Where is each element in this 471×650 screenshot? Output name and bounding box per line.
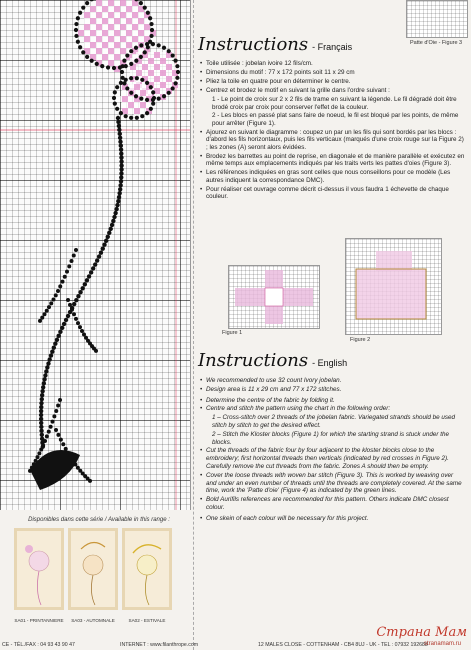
english-lang-label: - English bbox=[312, 358, 348, 368]
figure-2-pattern bbox=[346, 239, 441, 334]
thumb-label-estivale: SA02 - ESTIVALE bbox=[128, 618, 166, 623]
figure-1-pattern bbox=[229, 266, 319, 328]
en-line-5: • Cut the threads of the fabric four by four adjacent to the kloster blocks close to the embroidery; first horizontal threads then verticals (indicated by red crosses in Figure 2). Carefully remove the cut threads from the fabric. Zones A should then be empty. bbox=[200, 447, 462, 470]
thumb-label-printanniere: SA01 - PRINTANNIERE bbox=[14, 618, 64, 623]
figure-2-caption: Figure 2 bbox=[350, 337, 371, 343]
range-title: Disponibles dans cette série / Available in this range : bbox=[28, 517, 170, 523]
en-sub-1: 1 – Cross-stitch over 2 threads of the jobelan fabric. Variegated strands should be used stitch by stitch to get the desired effect. bbox=[212, 414, 456, 429]
en-line-2: • Design area is 11 x 29 cm and 77 x 172 stitches. bbox=[200, 386, 462, 394]
thumb-estivale[interactable] bbox=[122, 528, 172, 610]
fr-bullet-2: • Dimensions du motif : 77 x 172 points soit 11 x 29 cm bbox=[200, 69, 465, 77]
footer-phone: CE - TÉL./FAX : 04 93 43 90 47 bbox=[2, 642, 75, 648]
thumb-printanniere[interactable] bbox=[14, 528, 64, 610]
french-heading-text: Instructions bbox=[198, 34, 309, 55]
thumb-label-automnale: SA03 - AUTOMNALE bbox=[71, 618, 115, 623]
en-line-6: • Cover the loose threads with woven bar stitch (Figure 3). This is worked by weaving over and under an even number of threads until the threads are completely covered. At the same time, work the 'Patte d'oie' (Figure 4) as indicated by the green lines. bbox=[200, 472, 462, 495]
column-divider bbox=[193, 0, 195, 650]
french-instructions bbox=[200, 60, 465, 202]
english-instructions bbox=[200, 377, 462, 524]
thumb-printanniere-art bbox=[17, 531, 61, 607]
thumb-automnale[interactable] bbox=[68, 528, 118, 610]
thumb-estivale-art bbox=[125, 531, 169, 607]
english-heading bbox=[198, 350, 347, 371]
fr-bullet-3: • Pliez la toile en quatre pour en déterminer le centre. bbox=[200, 78, 465, 86]
figure-1-caption: Figure 1 bbox=[222, 330, 243, 336]
en-line-1: • We recommended to use 32 count Ivory jobelan. bbox=[200, 377, 462, 385]
fr-sub-1: 1 - Le point de croix sur 2 x 2 fils de trame en suivant la légende. Le fil dégradé doit être brodé croix par croix pour conserver l'effet de la couleur. bbox=[212, 95, 457, 111]
cross-stitch-chart bbox=[0, 0, 191, 510]
french-lang-label: - Français bbox=[312, 42, 353, 52]
watermark-brand: Страна Мам bbox=[376, 625, 467, 640]
en-line-7: • Bold Aurifils references are recommended for this pattern. Others indicate DMC closest colour. bbox=[200, 496, 462, 512]
figure-3-diagram bbox=[406, 0, 468, 38]
fr-bullet-5: • Ajourez en suivant le diagramme : coupez un par un les fils qui sont bordés par les blocs : d'abord les fils horizontaux, puis les fils verticaux (marqués d'une croix rouge sur la Figure 2) ; les zones (A) seront alors évidées. bbox=[200, 129, 465, 152]
en-line-8: • One skein of each colour will be necessary for this project. bbox=[200, 515, 462, 523]
thumb-automnale-art bbox=[71, 531, 115, 607]
figure-2-diagram bbox=[345, 238, 442, 335]
french-heading bbox=[198, 34, 352, 55]
english-heading-text: Instructions bbox=[198, 350, 309, 371]
en-line-4: • Centre and stitch the pattern using the chart in the following order: bbox=[200, 405, 462, 413]
footer-address: 12 MALES CLOSE - COTTENHAM - CB4 8UJ - UK - TEL : 07932 192688 bbox=[258, 642, 428, 648]
fr-bullet-4: • Centrez et brodez le motif en suivant la grille dans l'ordre suivant : bbox=[200, 87, 465, 95]
fr-bullet-1: • Toile utilisée : jobelan ivoire 12 fils/cm. bbox=[200, 60, 465, 68]
fr-bullet-7: • Les références indiquées en gras sont celles que nous conseillons pour ce modèle (Les autres indiquent la correspondance DMC). bbox=[200, 169, 465, 184]
fr-bullet-6: • Brodez les barrettes au point de reprise, en diagonale et de manière parallèle et exécutez en même temps aux emplacements indiqués par les traits verts les pattes d'oies (Figure 3). bbox=[200, 153, 465, 168]
figure-3-caption: Patte d'Oie - Figure 3 bbox=[410, 40, 463, 46]
en-line-3: • Determine the centre of the fabric by folding it. bbox=[200, 397, 462, 405]
figure-1-diagram bbox=[228, 265, 320, 329]
footer-website[interactable]: INTERNET : www.filanthrope.com bbox=[120, 642, 199, 648]
en-sub-2: 2 – Stitch the Kloster blocks (Figure 1) for which the starting strand is stuck under the blocks. bbox=[212, 430, 449, 446]
fr-sub-2: 2 - Les blocs en passé plat sans faire de noeud, le fil est bloqué par les points, de même pour arrêter (Figure 1). bbox=[212, 112, 459, 127]
fr-bullet-8: • Pour réaliser cet ouvrage comme décrit ci-dessus il vous faudra 1 échevette de chaque couleur. bbox=[200, 186, 465, 201]
chart-pattern bbox=[0, 0, 190, 510]
watermark-url: stranamam.ru bbox=[423, 641, 461, 647]
